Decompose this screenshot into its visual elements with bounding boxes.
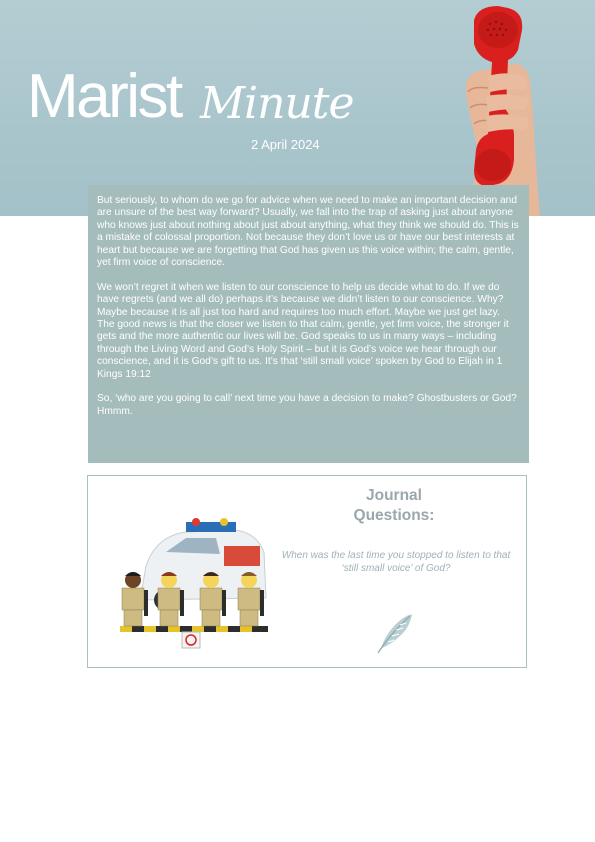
header-banner [0,0,595,216]
issue-date: 2 April 2024 [251,137,320,152]
journal-title [314,486,474,526]
telephone-handset-image [448,0,595,216]
paragraph-1: But seriously, to whom do we go for advice when we need to make an important decision and are unsure of the best way forward? Usually, we fall into the trap of asking just about anyone who knows just about nothing about just about anything, what they think we should do. This is a mistake of colossal proportion. Not because they don’t love us or have our best interests at heart but because we are forgetting that God has given us this voice within; the calm, gentle, yet firm voice of conscience. [97,195,519,269]
brand-title: Marist [27,62,181,131]
paragraph-2: We won’t regret it when we listen to our conscience to help us decide what to do. If we do have regrets (and we all do) perhaps it’s because we didn’t listen to our conscience. Why? Maybe because it is all just too hard and requires too much effort. Maybe we just get lazy. The good news is that the closer we listen to that calm, gentle, yet firm voice, the stronger it gets and the more authentic our lives will be. God speaks to us in many ways – including through the Living Word and God’s Holy Spirit – but it is God’s voice we hear through our conscience, and it is God’s gift to us. It’s that ‘still small voice’ spoken by God to Elijah in 1 Kings 19:12 [97,281,509,380]
journal-title-line-1: Journal [366,487,422,504]
reflection-text-panel [88,185,529,463]
feather-icon [374,612,414,654]
paragraph-3: So, ‘who are you going to call’ next time you have a decision to make? Ghostbusters or God? Hmmm. [97,393,517,417]
journal-question: When was the last time you stopped to listen to that ‘still small voice’ of God? [281,550,511,574]
brand-script-title: Minute [200,78,354,129]
ghostbusters-figures-image [116,506,268,649]
journal-questions-box [87,475,527,668]
journal-title-line-2: Questions: [353,507,435,524]
